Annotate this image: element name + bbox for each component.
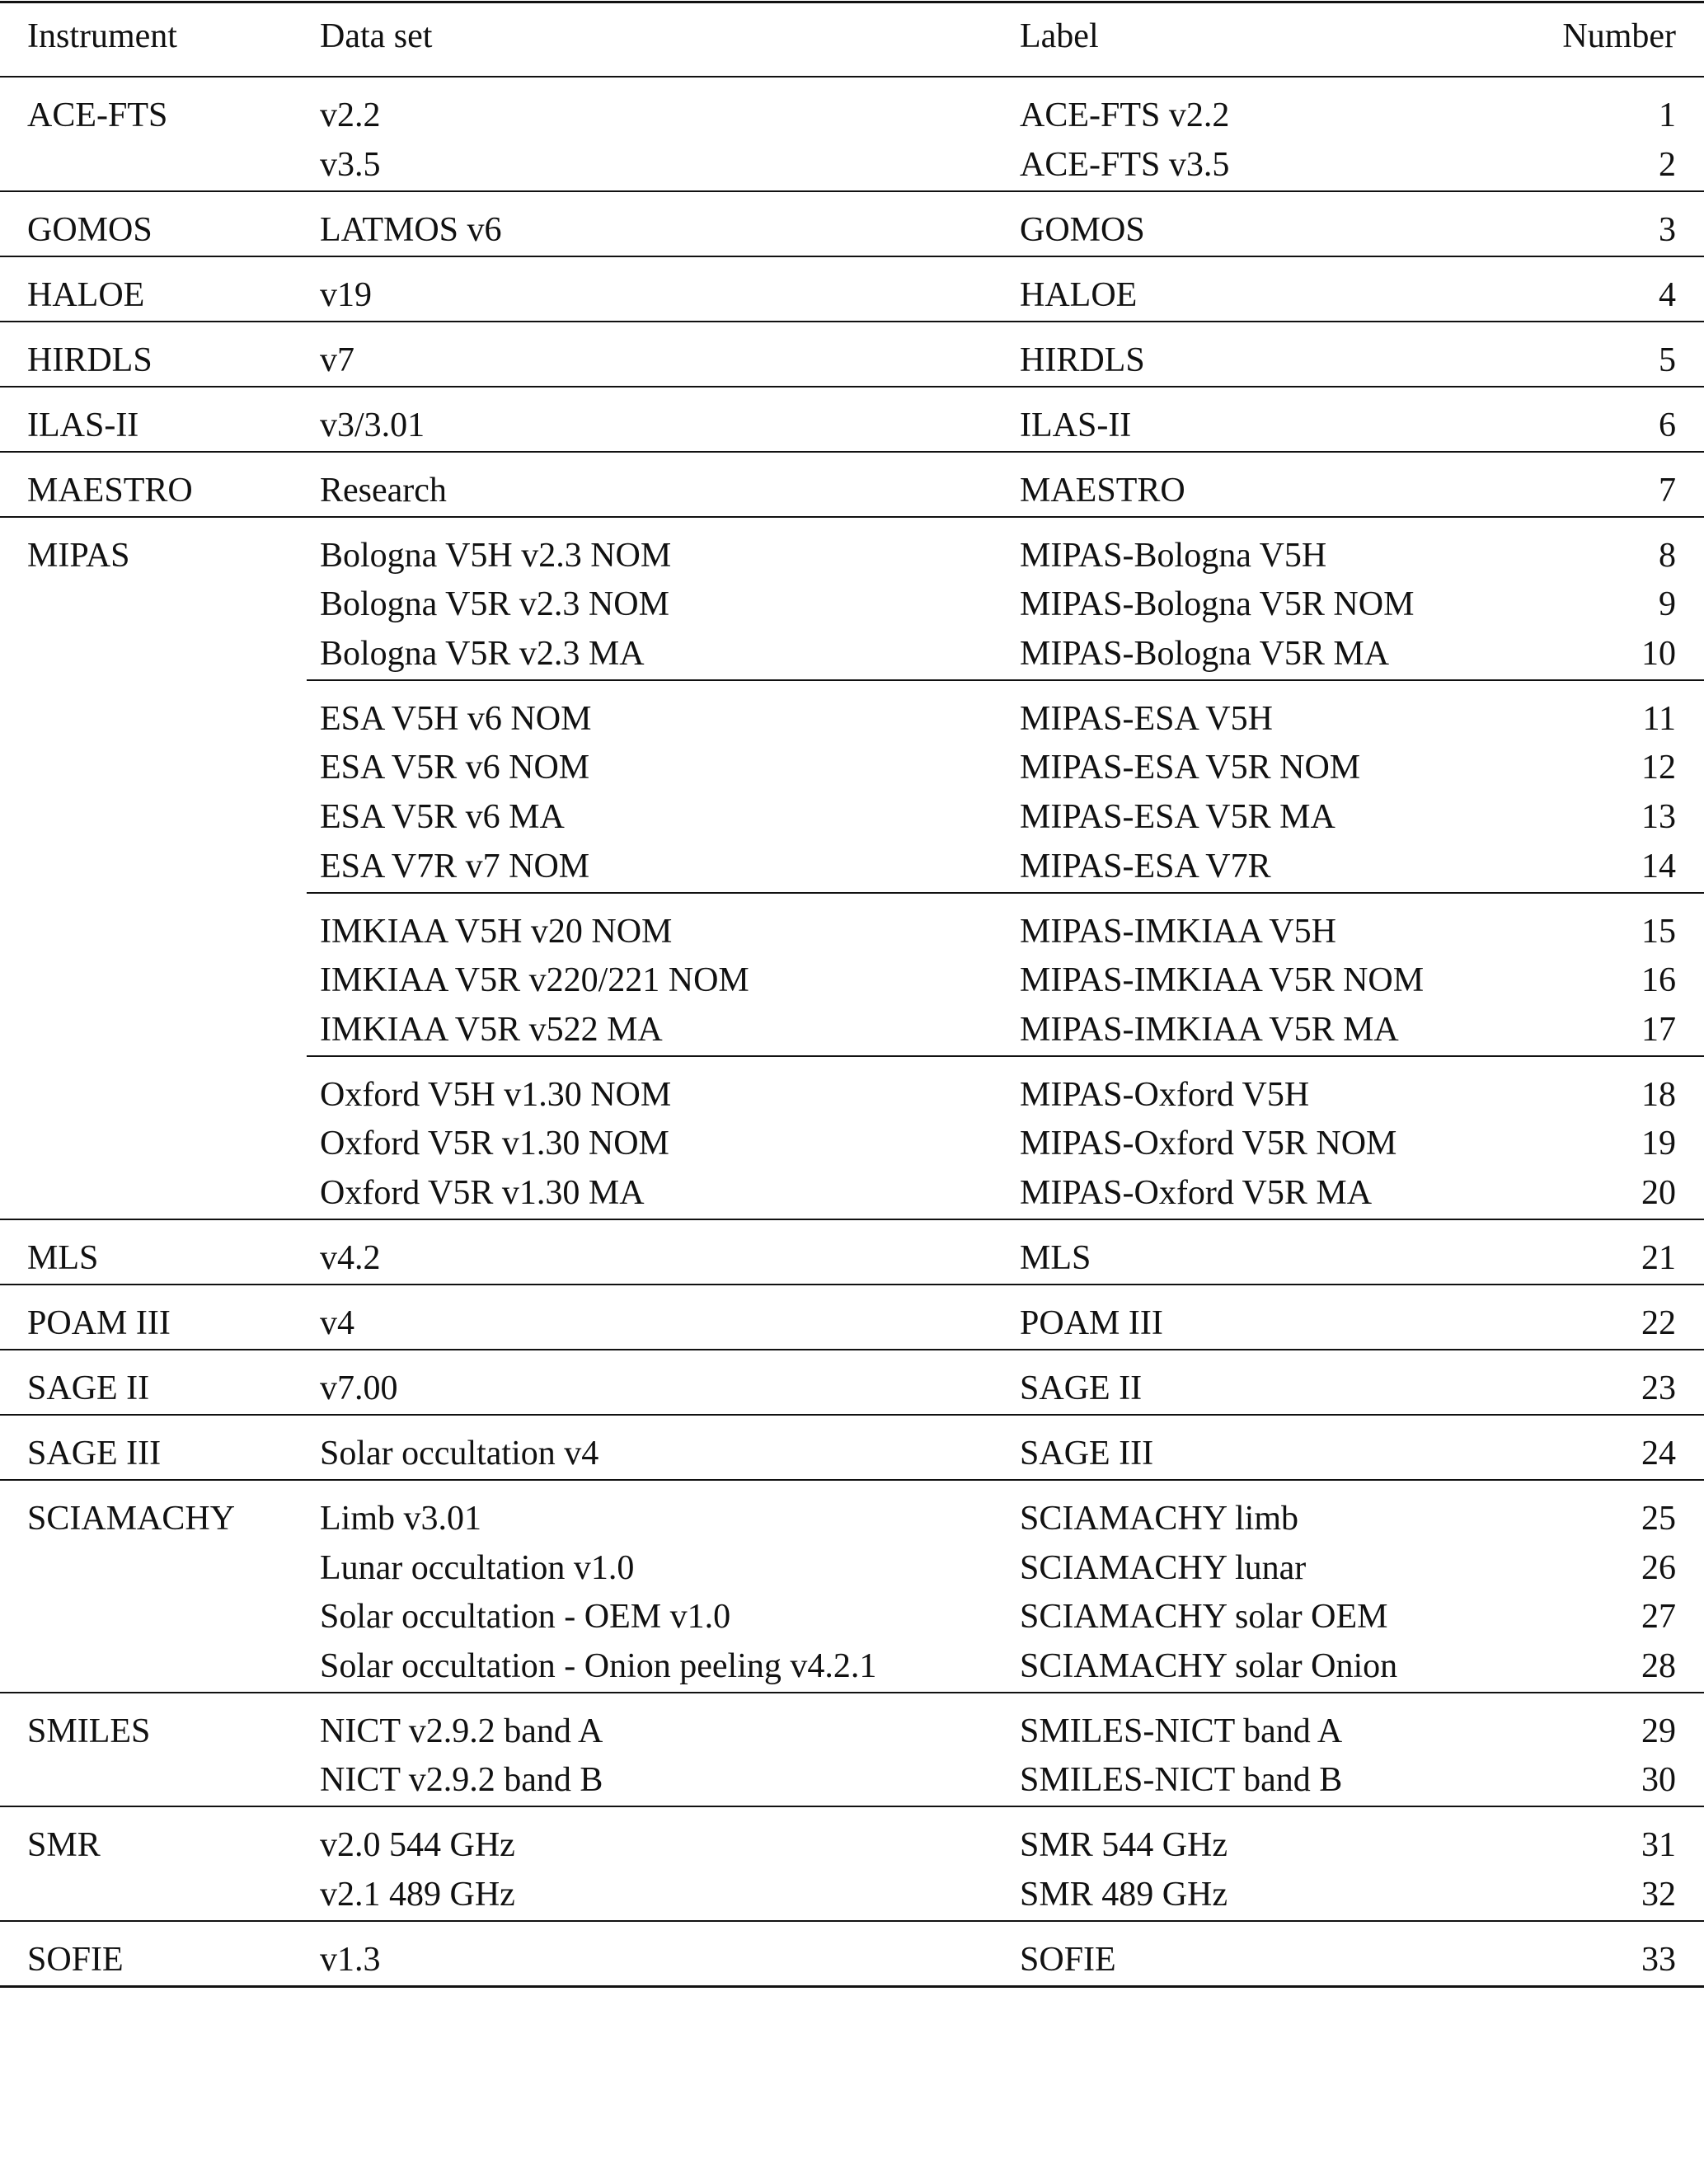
label-cell: GOMOS	[1020, 210, 1145, 249]
label-cell: HIRDLS	[1020, 341, 1145, 379]
number-cell: 20	[1641, 1174, 1676, 1212]
label-cell: MIPAS-Bologna V5R NOM	[1020, 585, 1415, 624]
data-set-cell: IMKIAA V5H v20 NOM	[320, 912, 673, 951]
number-cell: 21	[1641, 1239, 1676, 1277]
instrument-cell: HIRDLS	[27, 341, 153, 379]
number-cell: 10	[1641, 634, 1676, 673]
instrument-cell: SAGE II	[27, 1369, 150, 1407]
label-cell: POAM III	[1020, 1304, 1163, 1342]
label-cell: SMR 544 GHz	[1020, 1826, 1228, 1865]
number-cell: 12	[1641, 749, 1676, 787]
group-rule	[0, 1219, 1704, 1220]
label-cell: MIPAS-ESA V5R MA	[1020, 798, 1336, 836]
number-cell: 22	[1641, 1304, 1676, 1342]
data-set-cell: v7	[320, 341, 354, 379]
data-set-cell: IMKIAA V5R v522 MA	[320, 1010, 663, 1049]
number-cell: 29	[1641, 1712, 1676, 1750]
data-set-cell: Solar occultation - Onion peeling v4.2.1	[320, 1646, 877, 1685]
label-cell: MIPAS-ESA V7R	[1020, 847, 1271, 885]
label-cell: MIPAS-Oxford V5R NOM	[1020, 1125, 1397, 1163]
instrument-cell: HALOE	[27, 275, 145, 314]
number-cell: 7	[1659, 471, 1676, 510]
data-set-cell: ESA V5R v6 MA	[320, 798, 565, 836]
group-rule	[0, 386, 1704, 387]
subgroup-rule	[307, 892, 1704, 894]
number-cell: 24	[1641, 1435, 1676, 1472]
number-cell: 3	[1659, 210, 1676, 249]
data-set-cell: Bologna V5R v2.3 NOM	[320, 585, 669, 624]
group-rule	[0, 1414, 1704, 1416]
number-cell: 16	[1641, 961, 1676, 1000]
label-cell: ILAS-II	[1020, 406, 1132, 444]
instrument-cell: SMILES	[27, 1712, 151, 1750]
number-cell: 17	[1641, 1010, 1676, 1049]
instrument-cell: GOMOS	[27, 210, 153, 249]
label-cell: MIPAS-Bologna V5R MA	[1020, 634, 1390, 673]
label-cell: MIPAS-ESA V5R NOM	[1020, 749, 1361, 787]
label-cell: MIPAS-IMKIAA V5R MA	[1020, 1010, 1399, 1049]
data-set-cell: v2.2	[320, 96, 381, 134]
label-cell: SCIAMACHY limb	[1020, 1500, 1298, 1538]
number-cell: 1	[1659, 96, 1676, 134]
number-cell: 14	[1641, 847, 1676, 885]
label-cell: SMILES-NICT band A	[1020, 1712, 1343, 1750]
number-cell: 9	[1659, 585, 1676, 624]
number-cell: 5	[1659, 341, 1676, 379]
instrument-cell: ILAS-II	[27, 406, 139, 444]
group-rule	[0, 1920, 1704, 1922]
header-label: Label	[1020, 17, 1099, 55]
instrument-cell: ACE-FTS	[27, 96, 168, 134]
group-rule	[0, 1349, 1704, 1350]
data-set-cell: LATMOS v6	[320, 210, 502, 249]
group-rule	[0, 451, 1704, 453]
label-cell: HALOE	[1020, 275, 1138, 314]
header-rule	[0, 76, 1704, 77]
subgroup-rule	[307, 1055, 1704, 1057]
label-cell: SMILES-NICT band B	[1020, 1761, 1343, 1800]
data-set-cell: v4	[320, 1304, 354, 1342]
data-set-cell: ESA V5H v6 NOM	[320, 699, 592, 738]
group-rule	[0, 256, 1704, 257]
instrument-cell: SCIAMACHY	[27, 1500, 236, 1538]
group-rule	[0, 1692, 1704, 1693]
label-cell: MIPAS-ESA V5H	[1020, 699, 1273, 738]
data-set-cell: ESA V7R v7 NOM	[320, 847, 590, 885]
number-cell: 25	[1641, 1500, 1676, 1538]
label-cell: MAESTRO	[1020, 471, 1185, 510]
data-set-cell: Research	[320, 471, 447, 510]
header-instrument: Instrument	[27, 17, 177, 55]
data-set-cell: ESA V5R v6 NOM	[320, 749, 590, 787]
label-cell: MIPAS-Oxford V5H	[1020, 1075, 1310, 1114]
group-rule	[0, 321, 1704, 322]
group-rule	[0, 1479, 1704, 1481]
number-cell: 28	[1641, 1646, 1676, 1685]
label-cell: SCIAMACHY lunar	[1020, 1548, 1307, 1587]
number-cell: 6	[1659, 406, 1676, 444]
data-set-cell: NICT v2.9.2 band A	[320, 1712, 603, 1750]
header-number: Number	[1562, 17, 1676, 55]
data-set-cell: v3.5	[320, 145, 381, 184]
label-cell: SCIAMACHY solar OEM	[1020, 1598, 1388, 1637]
instrument-cell: SMR	[27, 1826, 101, 1865]
data-set-cell: Oxford V5R v1.30 NOM	[320, 1125, 669, 1163]
data-set-cell: IMKIAA V5R v220/221 NOM	[320, 961, 749, 1000]
label-cell: SAGE II	[1020, 1369, 1143, 1407]
group-rule	[0, 1806, 1704, 1807]
instrument-cell: SOFIE	[27, 1941, 124, 1979]
data-set-cell: Solar occultation - OEM v1.0	[320, 1598, 731, 1637]
data-set-cell: Oxford V5H v1.30 NOM	[320, 1075, 672, 1114]
data-set-cell: v1.3	[320, 1941, 381, 1979]
data-set-cell: v19	[320, 275, 372, 314]
data-set-cell: Oxford V5R v1.30 MA	[320, 1174, 645, 1212]
label-cell: MIPAS-IMKIAA V5R NOM	[1020, 961, 1425, 1000]
number-cell: 26	[1641, 1548, 1676, 1587]
bottom-rule	[0, 1985, 1704, 1988]
number-cell: 2	[1659, 145, 1676, 184]
number-cell: 18	[1641, 1075, 1676, 1114]
data-set-cell: v2.1 489 GHz	[320, 1876, 515, 1914]
label-cell: ACE-FTS v2.2	[1020, 96, 1230, 134]
label-cell: MIPAS-Oxford V5R MA	[1020, 1174, 1373, 1212]
label-cell: SAGE III	[1020, 1435, 1154, 1472]
label-cell: MIPAS-IMKIAA V5H	[1020, 912, 1336, 951]
group-rule	[0, 1284, 1704, 1285]
number-cell: 8	[1659, 536, 1676, 575]
group-rule	[0, 190, 1704, 192]
number-cell: 27	[1641, 1598, 1676, 1637]
number-cell: 30	[1641, 1761, 1676, 1800]
number-cell: 19	[1641, 1125, 1676, 1163]
top-rule	[0, 1, 1704, 3]
data-set-cell: Lunar occultation v1.0	[320, 1548, 635, 1587]
instrument-cell: SAGE III	[27, 1435, 162, 1472]
data-set-cell: v3/3.01	[320, 406, 425, 444]
data-set-cell: v7.00	[320, 1369, 398, 1407]
label-cell: SCIAMACHY solar Onion	[1020, 1646, 1398, 1685]
number-cell: 13	[1641, 798, 1676, 836]
group-rule	[0, 516, 1704, 518]
instrument-cell: MLS	[27, 1239, 99, 1277]
data-set-cell: NICT v2.9.2 band B	[320, 1761, 603, 1800]
instrument-cell: POAM III	[27, 1304, 171, 1342]
number-cell: 23	[1641, 1369, 1676, 1407]
data-set-cell: Bologna V5H v2.3 NOM	[320, 536, 672, 575]
subgroup-rule	[307, 679, 1704, 681]
data-set-cell: v2.0 544 GHz	[320, 1826, 515, 1865]
instrument-cell: MAESTRO	[27, 471, 193, 510]
number-cell: 31	[1641, 1826, 1676, 1865]
label-cell: MIPAS-Bologna V5H	[1020, 536, 1327, 575]
data-set-cell: Limb v3.01	[320, 1500, 481, 1538]
number-cell: 15	[1641, 912, 1676, 951]
number-cell: 33	[1641, 1941, 1676, 1979]
data-set-cell: v4.2	[320, 1239, 381, 1277]
number-cell: 11	[1642, 699, 1676, 738]
label-cell: ACE-FTS v3.5	[1020, 145, 1230, 184]
number-cell: 32	[1641, 1876, 1676, 1914]
instrument-cell: MIPAS	[27, 536, 130, 575]
label-cell: MLS	[1020, 1239, 1091, 1277]
label-cell: SOFIE	[1020, 1941, 1116, 1979]
number-cell: 4	[1659, 275, 1676, 314]
label-cell: SMR 489 GHz	[1020, 1876, 1228, 1914]
data-set-cell: Bologna V5R v2.3 MA	[320, 634, 645, 673]
data-set-cell: Solar occultation v4	[320, 1435, 599, 1472]
header-data-set: Data set	[320, 17, 433, 55]
